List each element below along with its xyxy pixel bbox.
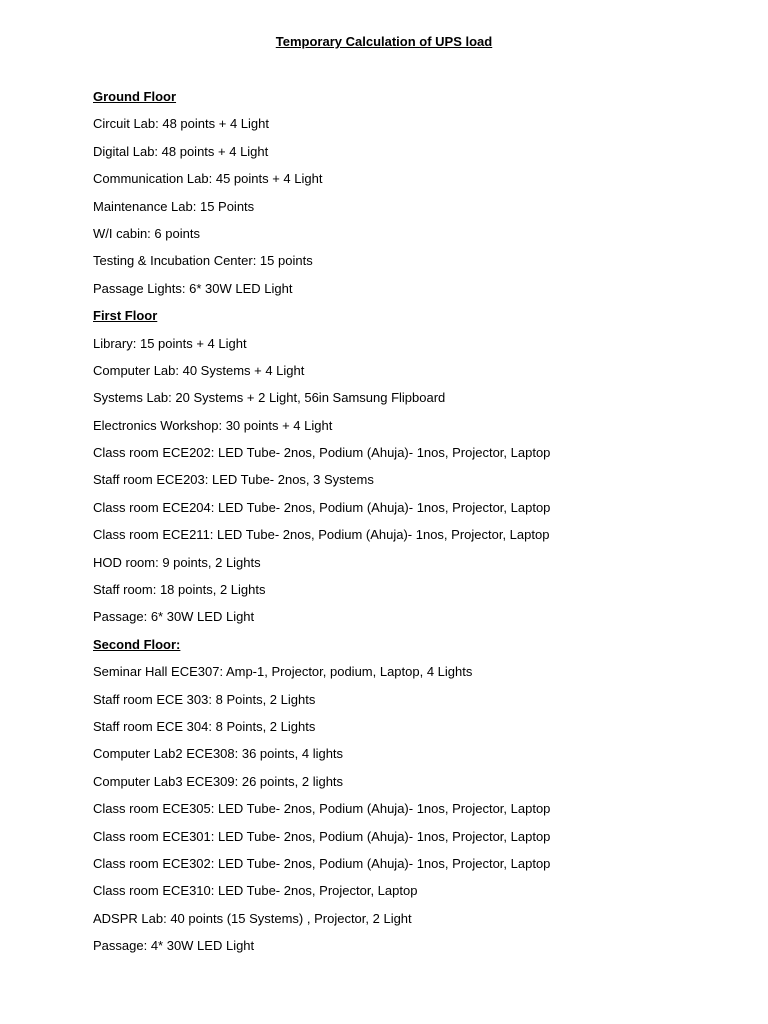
section-heading-second-floor: Second Floor:: [93, 636, 181, 652]
list-item: Class room ECE310: LED Tube- 2nos, Projector, Laptop: [93, 883, 418, 899]
list-item: Class room ECE301: LED Tube- 2nos, Podium (Ahuja)- 1nos, Projector, Laptop: [93, 828, 551, 844]
list-item: Class room ECE305: LED Tube- 2nos, Podium (Ahuja)- 1nos, Projector, Laptop: [93, 801, 551, 817]
list-item: Digital Lab: 48 points + 4 Light: [93, 143, 269, 159]
document-body: [93, 88, 733, 965]
list-item: Class room ECE202: LED Tube- 2nos, Podium (Ahuja)- 1nos, Projector, Laptop: [93, 445, 551, 461]
list-item: Electronics Workshop: 30 points + 4 Light: [93, 417, 333, 433]
list-item: W/I cabin: 6 points: [93, 225, 200, 241]
section-heading-first-floor: First Floor: [93, 308, 158, 324]
section-heading-ground-floor: Ground Floor: [93, 89, 177, 104]
list-item: Computer Lab3 ECE309: 26 points, 2 lights: [93, 773, 344, 789]
list-item: Library: 15 points + 4 Light: [93, 335, 247, 351]
list-item: Class room ECE302: LED Tube- 2nos, Podium (Ahuja)- 1nos, Projector, Laptop: [93, 855, 551, 871]
list-item: Testing & Incubation Center: 15 points: [93, 253, 313, 269]
list-item: ADSPR Lab: 40 points (15 Systems) , Projector, 2 Light: [93, 910, 412, 926]
list-item: HOD room: 9 points, 2 Lights: [93, 554, 261, 570]
list-item: Seminar Hall ECE307: Amp-1, Projector, podium, Laptop, 4 Lights: [93, 664, 473, 680]
list-item: Maintenance Lab: 15 Points: [93, 198, 255, 214]
list-item: Staff room: 18 points, 2 Lights: [93, 582, 266, 598]
list-item: Systems Lab: 20 Systems + 2 Light, 56in Samsung Flipboard: [93, 390, 446, 406]
list-item: Passage: 6* 30W LED Light: [93, 609, 255, 625]
list-item: Staff room ECE 304: 8 Points, 2 Lights: [93, 718, 316, 734]
list-item: Computer Lab: 40 Systems + 4 Light: [93, 362, 305, 378]
list-item: Class room ECE204: LED Tube- 2nos, Podium (Ahuja)- 1nos, Projector, Laptop: [93, 499, 551, 515]
list-item: Passage Lights: 6* 30W LED Light: [93, 280, 293, 296]
list-item: Circuit Lab: 48 points + 4 Light: [93, 116, 269, 132]
document-title: Temporary Calculation of UPS load: [275, 34, 493, 49]
list-item: Staff room ECE 303: 8 Points, 2 Lights: [93, 691, 316, 707]
list-item: Class room ECE211: LED Tube- 2nos, Podium (Ahuja)- 1nos, Projector, Laptop: [93, 527, 550, 543]
list-item: Staff room ECE203: LED Tube- 2nos, 3 Systems: [93, 472, 374, 488]
list-item: Passage: 4* 30W LED Light: [93, 938, 255, 954]
list-item: Communication Lab: 45 points + 4 Light: [93, 171, 323, 187]
list-item: Computer Lab2 ECE308: 36 points, 4 lights: [93, 746, 344, 762]
